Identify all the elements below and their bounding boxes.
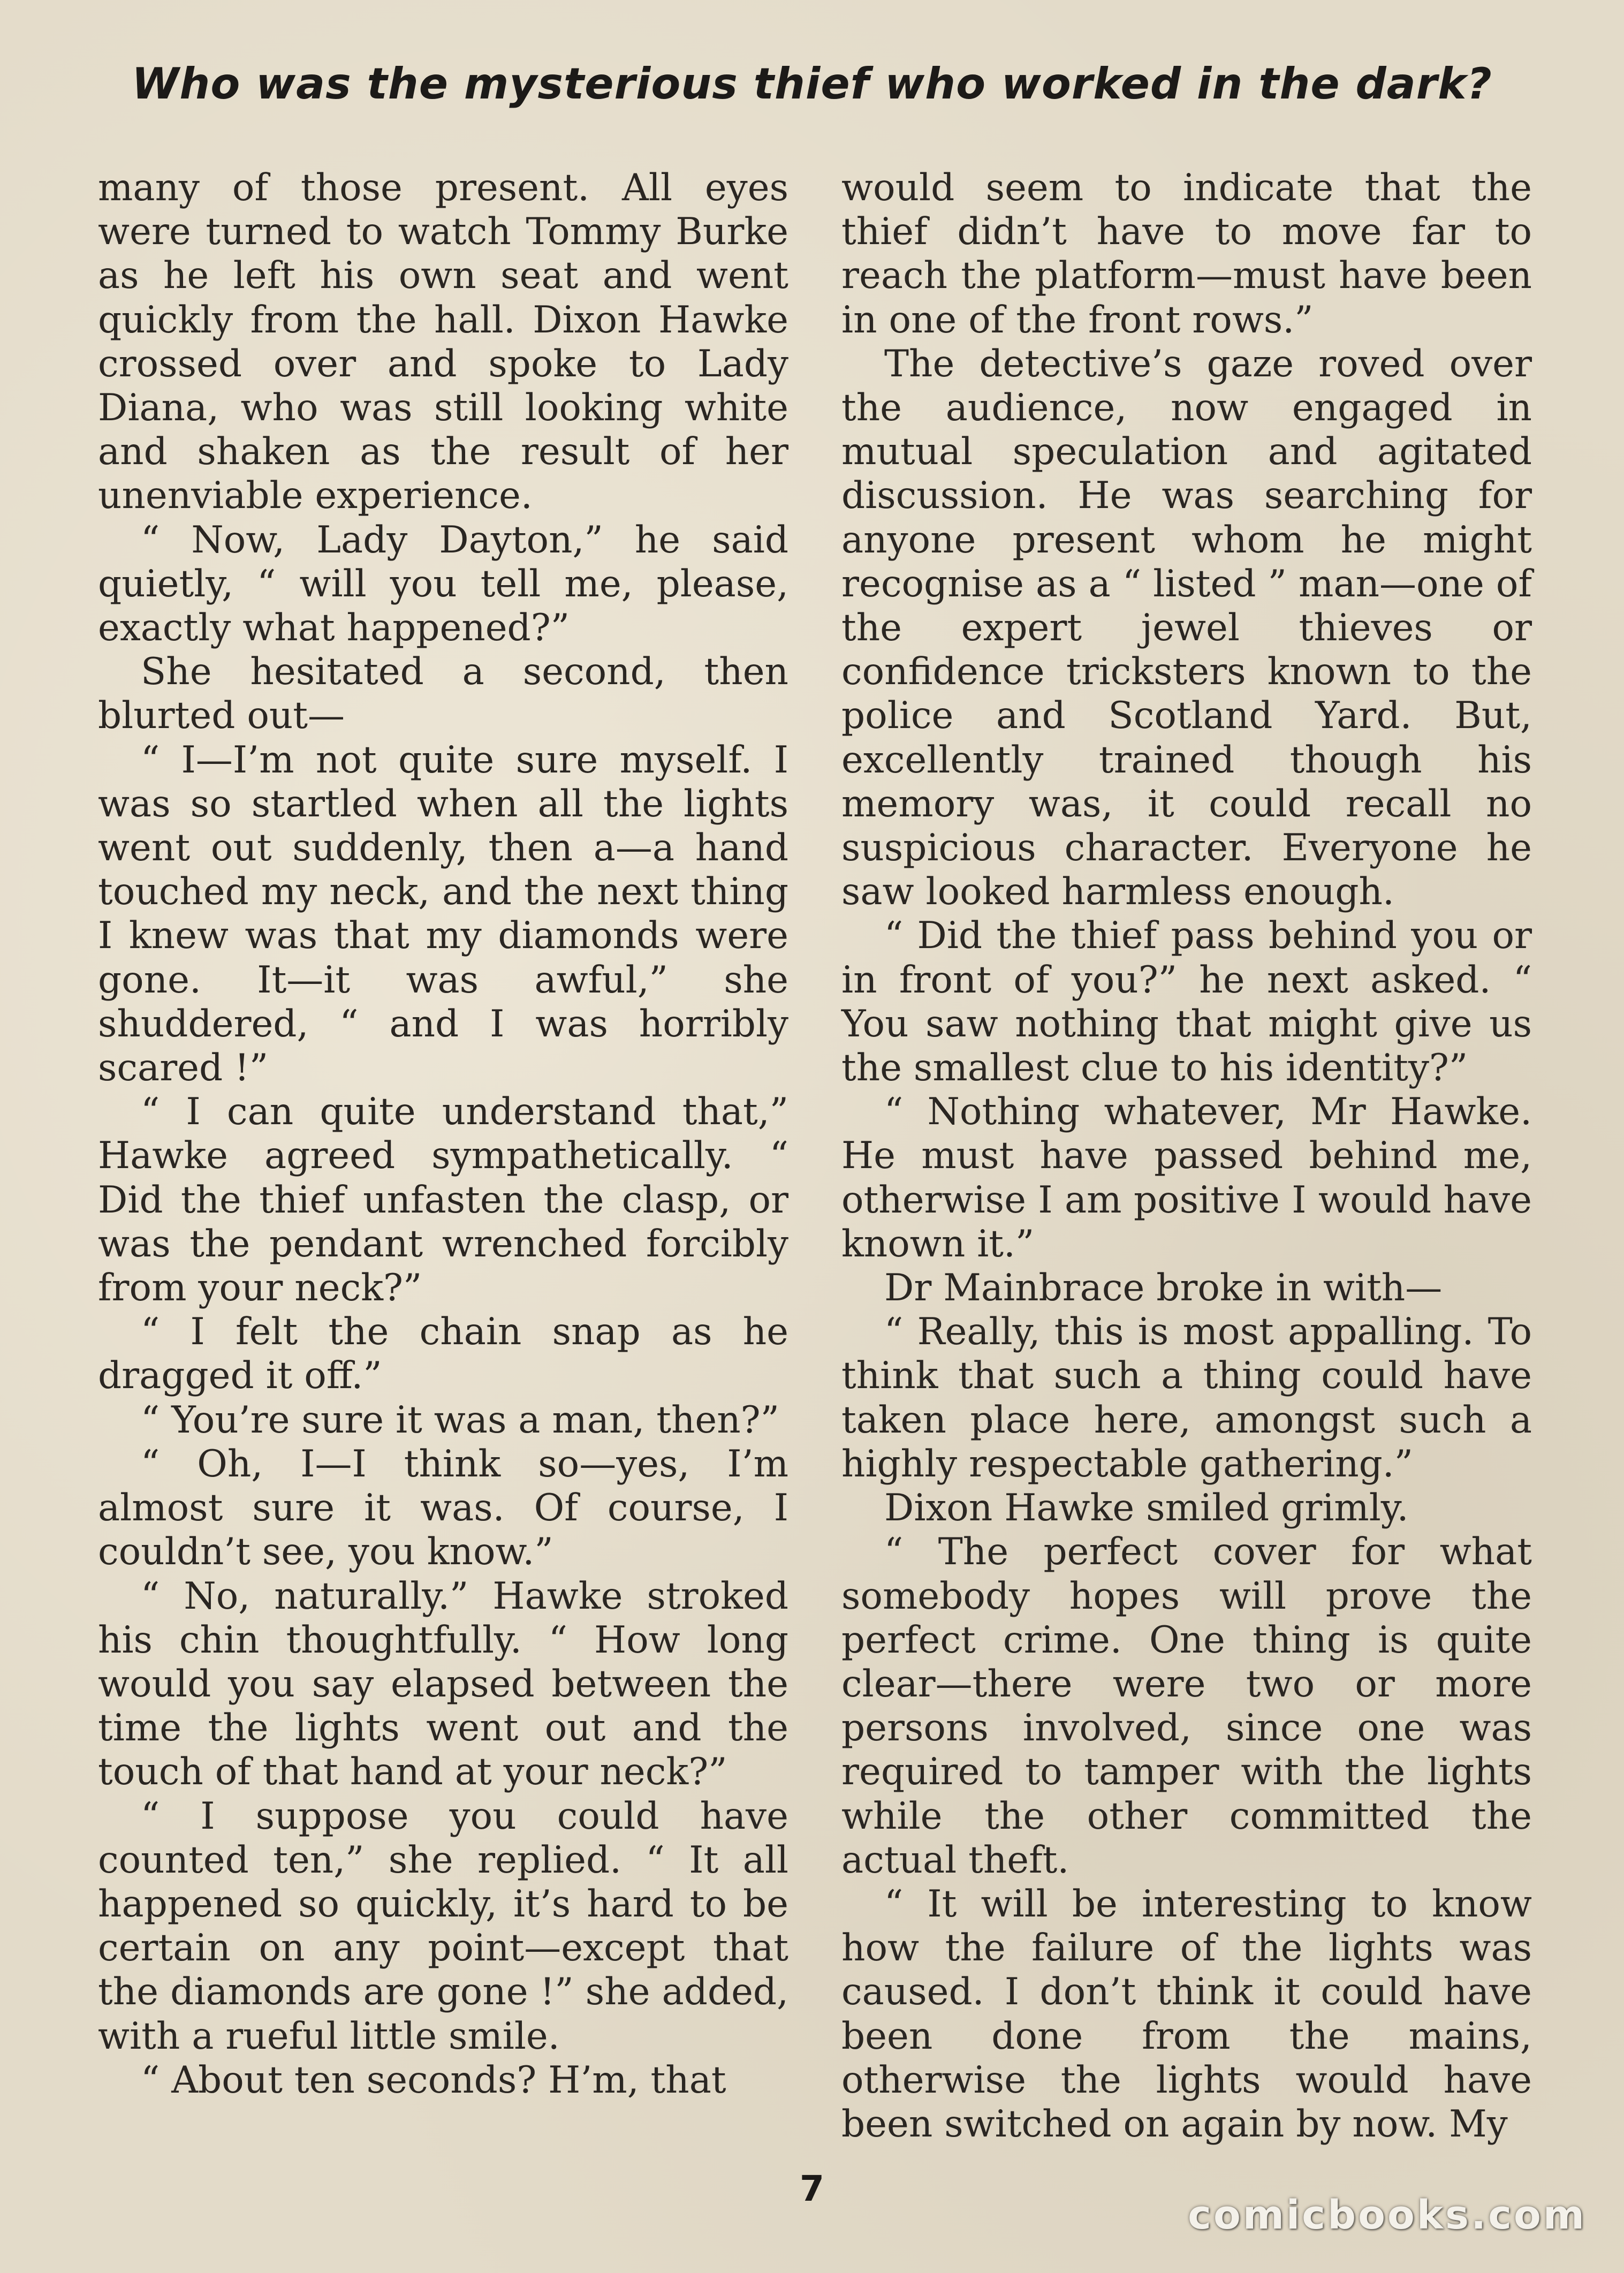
paragraph: “ Now, Lady Dayton,” he said quietly, “ will you tell me, please, exactly what happened?” <box>98 518 788 650</box>
paragraph: Dixon Hawke smiled grimly. <box>884 1487 1409 1530</box>
paragraph: “ No, naturally.” Hawke stroked his chin thoughtfully. “ How long would you say elapsed between the time the lights went out and the touch of that hand at your neck?” <box>98 1574 788 1794</box>
page-number: 7 <box>800 2168 824 2209</box>
paragraph: many of those present. All eyes were turned to watch Tommy Burke as he left his own seat and went quickly from the hall. Dixon Hawke crossed over and spoke to Lady Diana, who was still looking white and shaken as the result of her unenviable experience. <box>98 166 788 518</box>
paragraph: “ The perfect cover for what somebody hopes will prove the perfect crime. One thing is quite clear—there were two or more persons involved, since one was required to tamper with the lights while the other committed the actual theft. <box>841 1531 1532 1882</box>
paragraph: “ Really, this is most appalling. To think that such a thing could have taken place here, amongst such a highly respectable gathering.” <box>841 1310 1532 1486</box>
paragraph: “ I can quite understand that,” Hawke agreed sympathetically. “ Did the thief unfasten the clasp, or was the pendant wrenched forcibly from your neck?” <box>98 1090 788 1310</box>
paragraph: She hesitated a second, then blurted out— <box>98 650 788 738</box>
paragraph: “ I—I’m not quite sure myself. I was so startled when all the lights went out suddenly, then a—a hand touched my neck, and the next thing I knew was that my diamonds were gone. It—it was awful,” she shuddered, “ and I was horribly scared !” <box>98 738 788 1090</box>
paragraph: “ I felt the chain snap as he dragged it off.” <box>98 1310 788 1398</box>
page-headline: Who was the mysterious thief who worked in the dark? <box>132 59 1492 109</box>
watermark: comicbooks.com <box>1188 2192 1587 2238</box>
paragraph: “ Oh, I—I think so—yes, I’m almost sure it was. Of course, I couldn’t see, you know.” <box>98 1442 788 1574</box>
paragraph: The detective’s gaze roved over the audience, now engaged in mutual speculation and agitated discussion. He was searching for anyone present whom he might recognise as a “ listed ” man—one of the expert jewel thieves or confidence tricksters known to the police and Scotland Yard. But, excellently trained though his memory was, it could recall no suspicious character. Everyone he saw looked harmless enough. <box>841 342 1532 914</box>
paragraph: “ Nothing whatever, Mr Hawke. He must have passed behind me, otherwise I am positive I would have known it.” <box>841 1090 1532 1266</box>
paragraph: “ It will be interesting to know how the failure of the lights was caused. I don’t think it could have been done from the mains, otherwise the lights would have been switched on again by now. My <box>841 1882 1532 2146</box>
left-column <box>98 166 788 2102</box>
paragraph: Dr Mainbrace broke in with— <box>884 1267 1443 1310</box>
paragraph: “ You’re sure it was a man, then?” <box>141 1398 779 1442</box>
paragraph: would seem to indicate that the thief didn’t have to move far to reach the platform—must have been in one of the front rows.” <box>841 166 1532 342</box>
right-column <box>841 166 1532 2146</box>
paragraph: “ Did the thief pass behind you or in front of you?” he next asked. “ You saw nothing that might give us the smallest clue to his identity?” <box>841 914 1532 1090</box>
paragraph: “ About ten seconds? H’m, that <box>141 2058 726 2102</box>
paragraph: “ I suppose you could have counted ten,” she replied. “ It all happened so quickly, it’s hard to be certain on any point—except that the diamonds are gone !” she added, with a rueful little smile. <box>98 1794 788 2058</box>
